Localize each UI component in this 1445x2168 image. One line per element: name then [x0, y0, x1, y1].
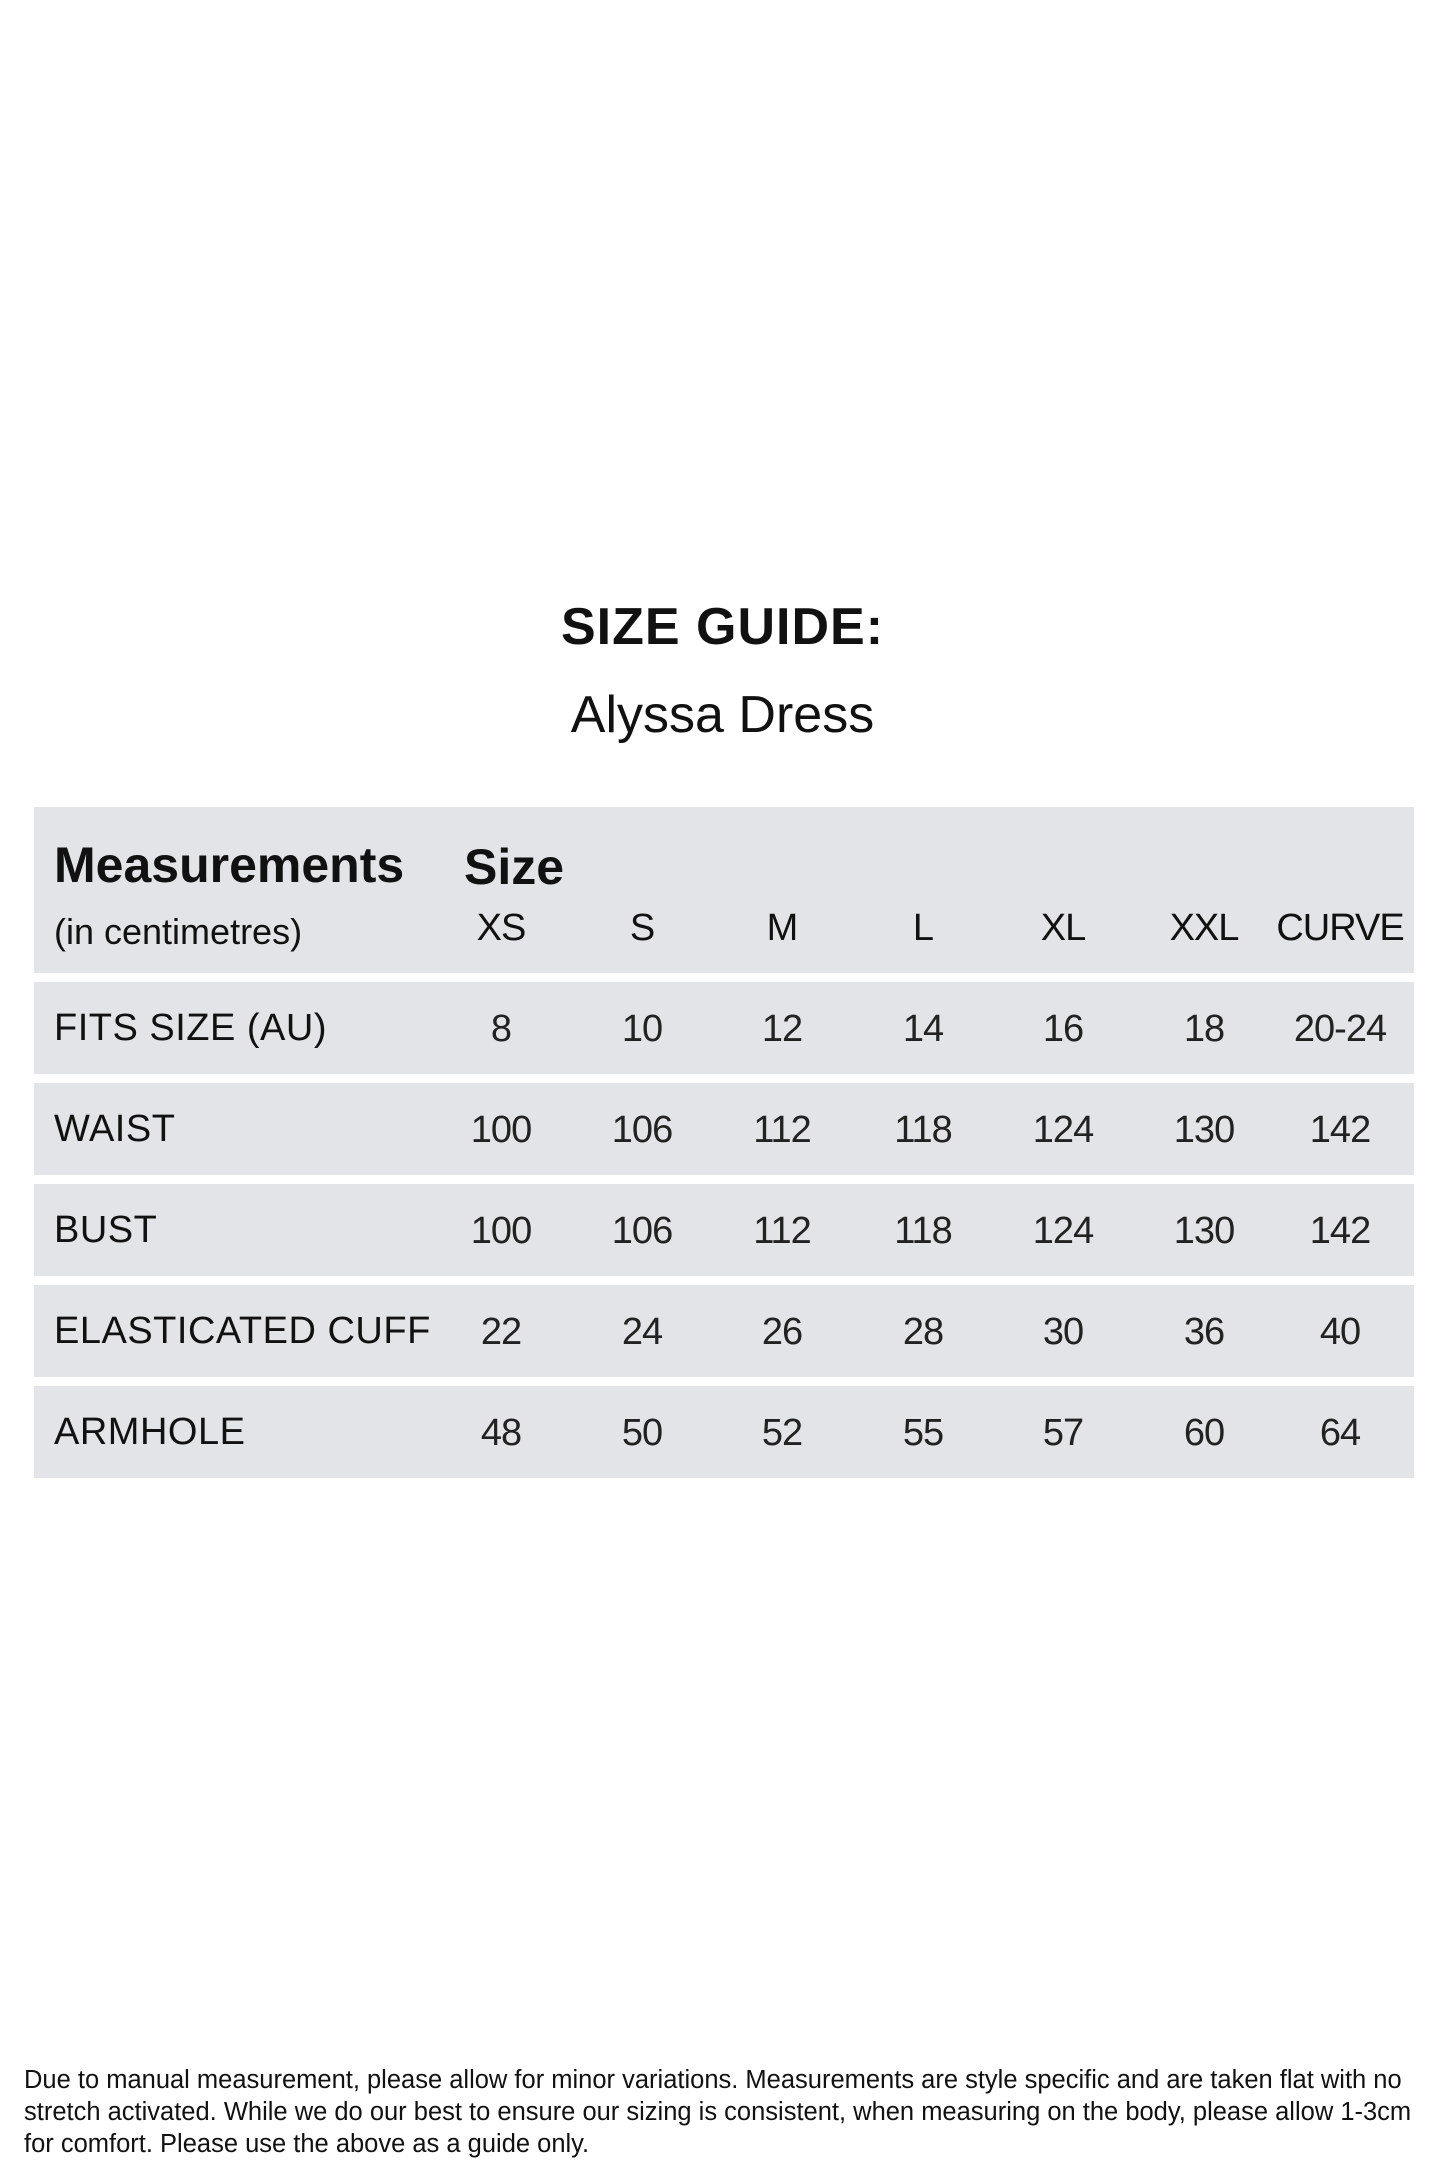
table-row [34, 1285, 1414, 1377]
table-cell: 106 [611, 1109, 673, 1151]
measurements-header: Measurements [54, 837, 405, 893]
table-cell: 55 [902, 1412, 944, 1454]
size-column-header: M [766, 907, 798, 949]
table-cell: 52 [761, 1412, 803, 1454]
size-column-header: XXL [1169, 907, 1239, 949]
table-cell: 8 [490, 1008, 512, 1050]
table-cell: 12 [761, 1008, 803, 1050]
size-table [34, 807, 1414, 1487]
table-cell: 118 [894, 1109, 952, 1151]
table-row [34, 1083, 1414, 1175]
size-header: Size [464, 839, 565, 895]
table-cell: 100 [470, 1210, 532, 1252]
row-label: ELASTICATED CUFF [54, 1310, 431, 1352]
row-label: WAIST [54, 1108, 176, 1150]
table-cell: 14 [902, 1008, 944, 1050]
row-label: BUST [54, 1209, 158, 1251]
size-column-header: CURVE [1276, 907, 1404, 949]
table-cell: 26 [761, 1311, 803, 1353]
table-cell: 24 [621, 1311, 663, 1353]
table-cell: 124 [1032, 1210, 1094, 1252]
table-cell: 100 [470, 1109, 532, 1151]
table-cell: 64 [1319, 1412, 1361, 1454]
footnote: Due to manual measurement, please allow for minor variations. Measurements are style specific and are taken flat with no stretch activated. While we do our best to ensure our sizing is consistent, when measuring on the body, please allow 1-3cm for comfort. Please use the above as a guide only. [24, 2066, 1412, 2158]
size-column-header: XS [476, 907, 526, 949]
table-cell: 22 [480, 1311, 522, 1353]
page-title: SIZE GUIDE: [560, 598, 885, 656]
size-column-header: L [912, 907, 934, 949]
table-cell: 28 [902, 1311, 944, 1353]
table-cell: 112 [753, 1210, 811, 1252]
table-cell: 142 [1309, 1109, 1371, 1151]
table-cell: 106 [611, 1210, 673, 1252]
table-cell: 16 [1042, 1008, 1084, 1050]
table-cell: 30 [1042, 1311, 1084, 1353]
table-cell: 118 [894, 1210, 952, 1252]
table-cell: 18 [1183, 1008, 1225, 1050]
table-cell: 57 [1042, 1412, 1084, 1454]
size-column-header: S [629, 907, 655, 949]
row-label: FITS SIZE (AU) [54, 1007, 327, 1049]
table-cell: 48 [480, 1412, 522, 1454]
table-row [34, 1386, 1414, 1478]
product-name: Alyssa Dress [570, 686, 875, 744]
table-cell: 112 [753, 1109, 811, 1151]
table-cell: 20-24 [1293, 1008, 1387, 1050]
table-row [34, 982, 1414, 1074]
table-cell: 130 [1173, 1210, 1235, 1252]
table-cell: 142 [1309, 1210, 1371, 1252]
table-cell: 50 [621, 1412, 663, 1454]
units-label: (in centimetres) [54, 911, 303, 952]
table-cell: 130 [1173, 1109, 1235, 1151]
table-cell: 36 [1183, 1311, 1225, 1353]
table-cell: 10 [621, 1008, 663, 1050]
table-cell: 40 [1319, 1311, 1361, 1353]
table-row [34, 1184, 1414, 1276]
table-header-row [34, 807, 1414, 973]
row-label: ARMHOLE [54, 1411, 246, 1453]
table-cell: 124 [1032, 1109, 1094, 1151]
size-column-header: XL [1040, 907, 1086, 949]
table-cell: 60 [1183, 1412, 1225, 1454]
